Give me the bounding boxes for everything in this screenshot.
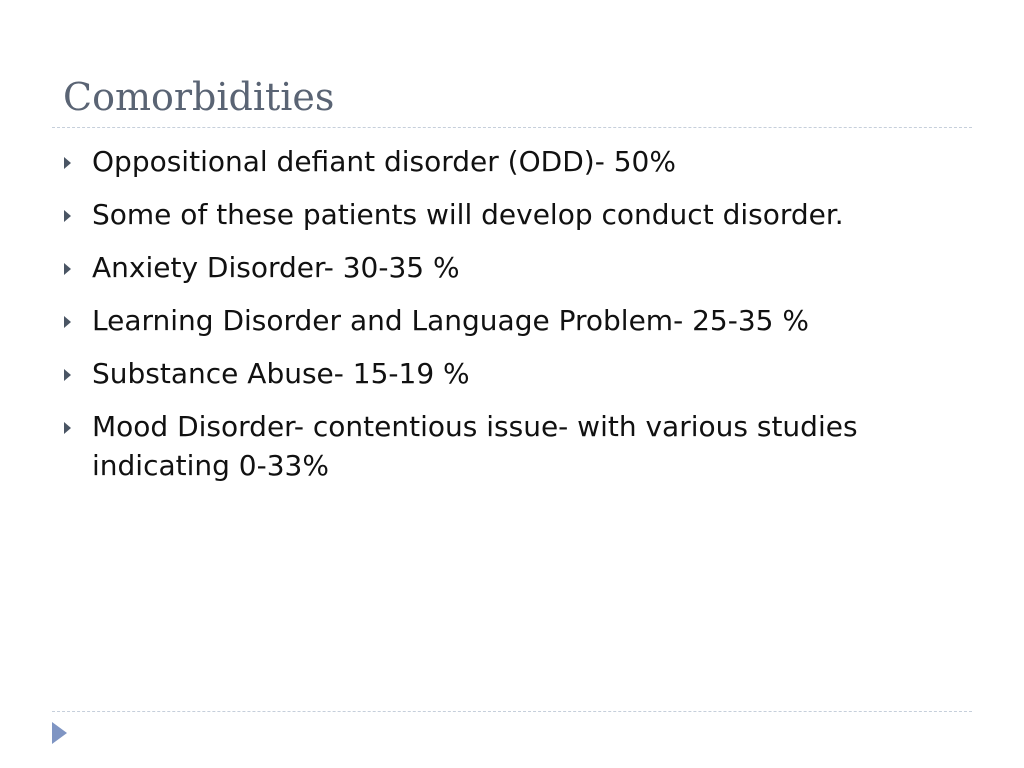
bullet-text: Mood Disorder- contentious issue- with various studies indicating 0-33% [92,410,858,482]
bullet-triangle-icon [64,316,71,328]
slide-title: Comorbidities [63,75,335,119]
bullet-triangle-icon [64,263,71,275]
bullet-text: Learning Disorder and Language Problem- 25-35 % [92,304,809,337]
bullet-item [60,248,960,287]
bullet-triangle-icon [64,210,71,222]
play-arrow-icon[interactable] [52,722,67,744]
bullet-triangle-icon [64,157,71,169]
bullet-text: Some of these patients will develop conduct disorder. [92,198,844,231]
bullet-item [60,407,960,485]
bullet-text: Substance Abuse- 15-19 % [92,357,470,390]
bullet-item [60,195,960,234]
bullet-text: Anxiety Disorder- 30-35 % [92,251,460,284]
title-divider [52,127,972,128]
bullet-item [60,301,960,340]
bullet-triangle-icon [64,369,71,381]
bullet-list [60,142,960,499]
bullet-item [60,354,960,393]
footer-divider [52,711,972,712]
bullet-item [60,142,960,181]
bullet-triangle-icon [64,422,71,434]
bullet-text: Oppositional defiant disorder (ODD)- 50% [92,145,676,178]
